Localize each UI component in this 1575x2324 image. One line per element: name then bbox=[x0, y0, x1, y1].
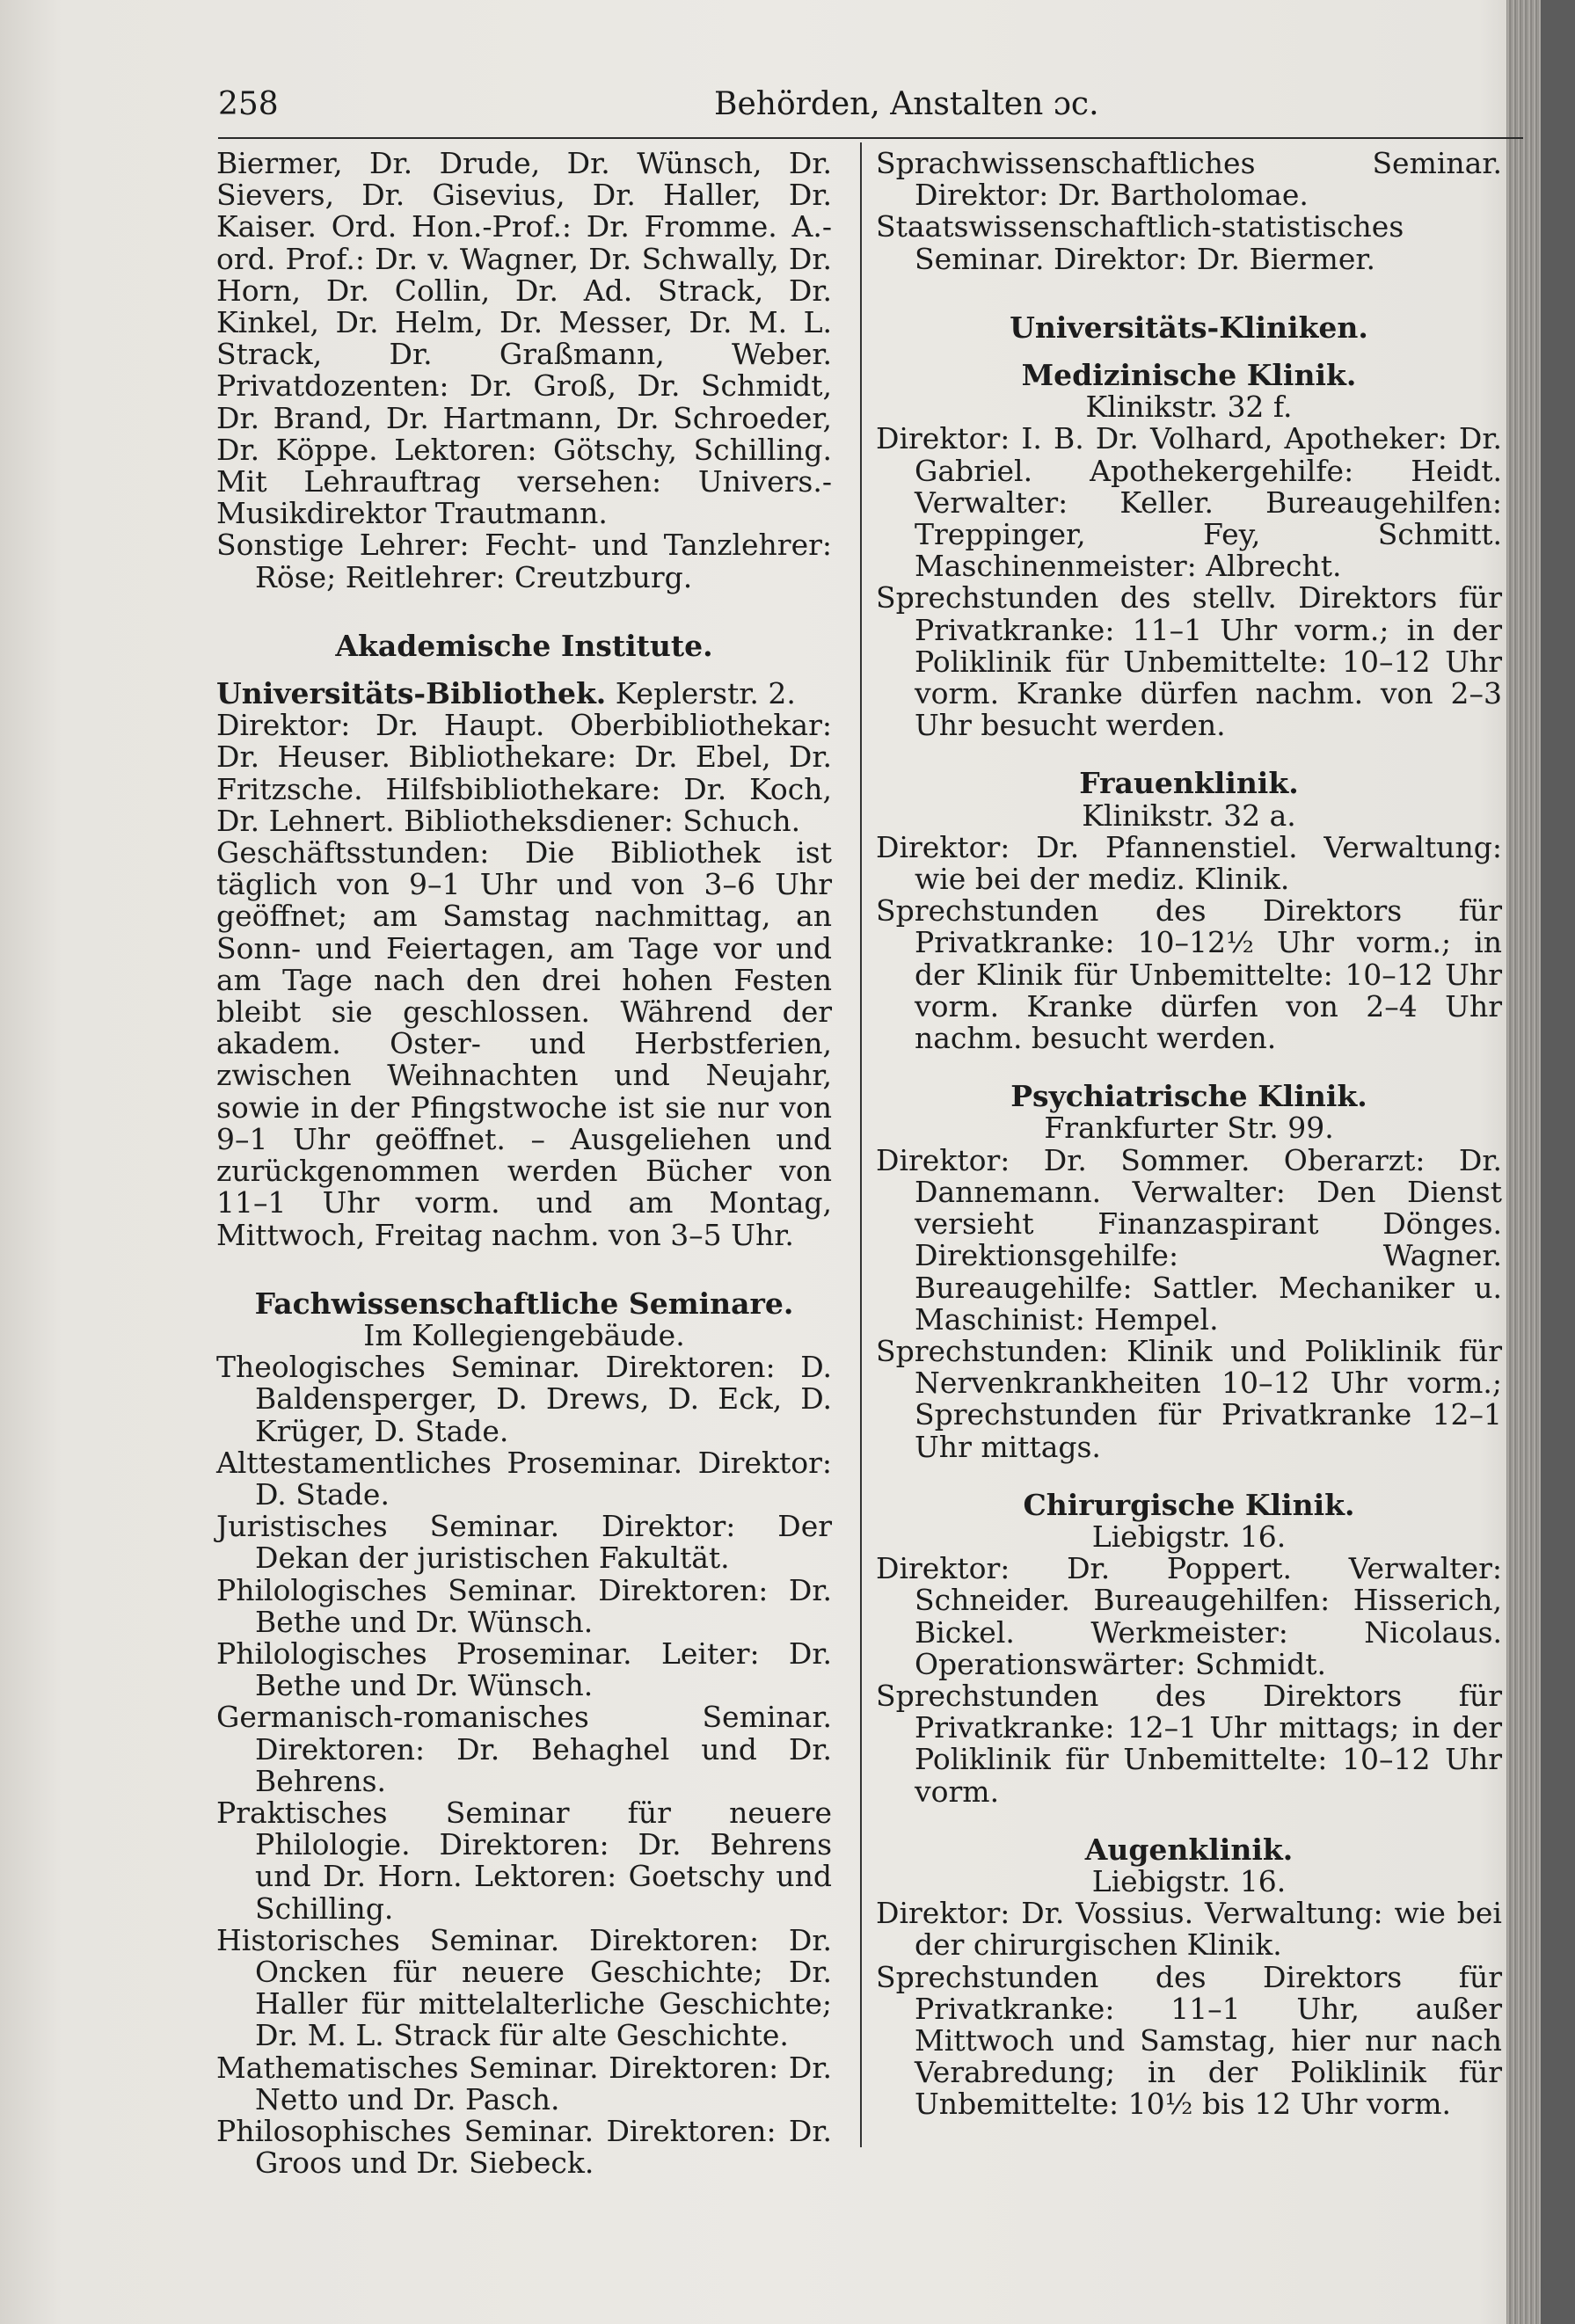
clinic-hours: Sprechstunden des stellv. Direktors für Privatkranke: 11–1 Uhr vorm.; in der Poliklinik für Unbemittelte: 10–12 Uhr vorm. Kranke dürfen nachm. von 2–3 Uhr besucht werden. bbox=[876, 580, 1502, 743]
faculty-list: Biermer, Dr. Drude, Dr. Wünsch, Dr. Sievers, Dr. Gisevius, Dr. Haller, Dr. Kaiser. Ord. Hon.-Prof.: Dr. Fromme. A.-ord. Prof.: Dr. v. Wagner, Dr. Schwally, Dr. Horn, Dr. Collin, Dr. Ad. Strack, Dr. Kinkel, Dr. Helm, Dr. Messer, Dr. M. L. Strack, Dr. Graßmann, Weber. Privatdozenten: Dr. Groß, Dr. Schmidt, Dr. Brand, Dr. Hartmann, Dr. Schroeder, Dr. Köppe. Lektoren: Götschy, Schilling. Mit Lehrauftrag versehen: Univers.-Musikdirektor Trautmann. bbox=[216, 146, 832, 531]
clinic-address: Klinikstr. 32 a. bbox=[1082, 798, 1296, 833]
clinic-address: Klinikstr. 32 f. bbox=[1085, 390, 1293, 425]
seminar-entry: Sprachwissenschaftliches Seminar. Direktor: Dr. Bartholomae. bbox=[876, 146, 1502, 213]
library-staff: Direktor: Dr. Haupt. Oberbibliothekar: Dr. Heuser. Bibliothekare: Dr. Ebel, Dr. Fritzsche. Hilfsbibliothekare: Dr. Koch, Dr. Lehnert. Bibliotheksdiener: Schuch. bbox=[216, 708, 832, 838]
seminar-entry: Philosophisches Seminar. Direktoren: Dr. Groos und Dr. Siebeck. bbox=[216, 2113, 832, 2181]
page-header bbox=[218, 86, 1520, 139]
seminar-entry: Juristisches Seminar. Direktor: Der Dekan der juristischen Fakultät. bbox=[216, 1509, 832, 1576]
seminar-entry: Germanisch-romanisches Seminar. Direktoren: Dr. Behaghel und Dr. Behrens. bbox=[216, 1700, 832, 1798]
clinic-staff: Direktor: Dr. Vossius. Verwaltung: wie bei der chirurgischen Klinik. bbox=[876, 1896, 1502, 1963]
section-heading-clinics: Universitäts-Kliniken. bbox=[1010, 310, 1368, 345]
seminar-entry: Theologisches Seminar. Direktoren: D. Baldensperger, D. Drews, D. Eck, D. Krüger, D. Stade. bbox=[216, 1350, 832, 1448]
page-number: 258 bbox=[218, 86, 279, 122]
clinic-hours: Sprechstunden des Direktors für Privatkranke: 12–1 Uhr mittags; in der Poliklinik für Unbemittelte: 10–12 Uhr vorm. bbox=[876, 1678, 1502, 1809]
clinic-address: Frankfurter Str. 99. bbox=[1044, 1111, 1334, 1146]
seminar-entry: Praktisches Seminar für neuere Philologie. Direktoren: Dr. Behrens und Dr. Horn. Lektoren: Goetschy und Schilling. bbox=[216, 1795, 832, 1926]
seminars-location: Im Kollegiengebäude. bbox=[363, 1317, 685, 1352]
clinic-heading-eye: Augenklinik. bbox=[1084, 1832, 1294, 1867]
library-entry bbox=[216, 678, 832, 710]
clinic-address: Liebigstr. 16. bbox=[1091, 1519, 1287, 1554]
library-hours: Geschäftsstunden: Die Bibliothek ist täglich von 9–1 Uhr und von 3–6 Uhr geöffnet; am Samstag nachmittag, an Sonn- und Feiertagen, am Tage vor und am Tage nach den drei hohen Festen bleibt sie geschlossen. Während der akadem. Oster- und Herbstferien, zwischen Weihnachten und Neujahr, sowie in der Pfingstwoche ist sie nur von 9–1 Uhr geöffnet. – Ausgeliehen und zurückgenommen werden Bücher von 11–1 Uhr vorm. und am Montag, Mittwoch, Freitag nachm. von 3–5 Uhr. bbox=[216, 835, 832, 1252]
section-heading-seminars: Fachwissenschaftliche Seminare. bbox=[254, 1286, 794, 1321]
clinic-staff: Direktor: Dr. Poppert. Verwalter: Schneider. Bureaugehilfen: Hisserich, Bickel. Werkmeister: Nicolaus. Operationswärter: Schmidt. bbox=[876, 1551, 1502, 1681]
seminar-entry: Mathematisches Seminar. Direktoren: Dr. Netto und Dr. Pasch. bbox=[216, 2050, 832, 2116]
clinic-heading-surgical: Chirurgische Klinik. bbox=[1023, 1487, 1355, 1522]
section-heading-academic-institutes: Akademische Institute. bbox=[335, 628, 713, 663]
seminar-entry: Alttestamentliches Proseminar. Direktor: D. Stade. bbox=[216, 1445, 832, 1512]
left-column bbox=[216, 148, 832, 2179]
clinic-hours: Sprechstunden des Direktors für Privatkranke: 10–12½ Uhr vorm.; in der Klinik für Unbemittelte: 10–12 Uhr vorm. Kranke dürfen von 2–4 Uhr nachm. besucht werden. bbox=[876, 893, 1502, 1056]
clinic-staff: Direktor: Dr. Pfannenstiel. Verwaltung: wie bei der mediz. Klinik. bbox=[876, 829, 1502, 897]
clinic-heading-psychiatric: Psychiatrische Klinik. bbox=[1010, 1079, 1367, 1114]
header-rule bbox=[218, 137, 1523, 139]
clinic-staff: Direktor: I. B. Dr. Volhard, Apotheker: Dr. Gabriel. Apothekergehilfe: Heidt. Verwalter: Keller. Bureaugehilfen: Treppinger, Fey, Schmitt. Maschinenmeister: Albrecht. bbox=[876, 421, 1502, 584]
clinic-hours: Sprechstunden: Klinik und Poliklinik für Nervenkrankheiten 10–12 Uhr vorm.; Sprechstunden für Privatkranke 12–1 Uhr mittags. bbox=[876, 1333, 1502, 1464]
column-divider bbox=[860, 142, 862, 2147]
other-teachers: Sonstige Lehrer: Fecht- und Tanzlehrer: Röse; Reitlehrer: Creutzburg. bbox=[216, 528, 832, 594]
library-title: Universitäts-Bibliothek. bbox=[216, 676, 607, 711]
page-edge bbox=[1506, 0, 1541, 2324]
right-column bbox=[876, 148, 1502, 2121]
clinic-staff: Direktor: Dr. Sommer. Oberarzt: Dr. Dannemann. Verwalter: Den Dienst versieht Finanzaspirant Dönges. Direktionsgehilfe: Wagner. Bureaugehilfe: Sattler. Mechaniker u. Maschinist: Hempel. bbox=[876, 1142, 1502, 1337]
seminar-entry: Philologisches Seminar. Direktoren: Dr. Bethe und Dr. Wünsch. bbox=[216, 1572, 832, 1639]
seminar-entry: Historisches Seminar. Direktoren: Dr. Oncken für neuere Geschichte; Dr. Haller für mittelalterliche Geschichte; Dr. M. L. Strack für alte Geschichte. bbox=[216, 1922, 832, 2053]
seminar-entry: Staatswissenschaftlich-statistisches Seminar. Direktor: Dr. Biermer. bbox=[876, 209, 1404, 276]
clinic-hours: Sprechstunden des Direktors für Privatkranke: 11–1 Uhr, außer Mittwoch und Samstag, hier nur nach Verabredung; in der Poliklinik für Unbemittelte: 10½ bis 12 Uhr vorm. bbox=[876, 1959, 1502, 2122]
clinic-address: Liebigstr. 16. bbox=[1091, 1863, 1287, 1898]
library-address: Keplerstr. 2. bbox=[606, 676, 796, 711]
clinic-heading-women: Frauenklinik. bbox=[1079, 766, 1299, 801]
clinic-heading-medical: Medizinische Klinik. bbox=[1021, 358, 1357, 393]
running-head: Behörden, Anstalten ɔc. bbox=[714, 86, 1099, 122]
seminar-entry: Philologisches Proseminar. Leiter: Dr. Bethe und Dr. Wünsch. bbox=[216, 1636, 832, 1703]
